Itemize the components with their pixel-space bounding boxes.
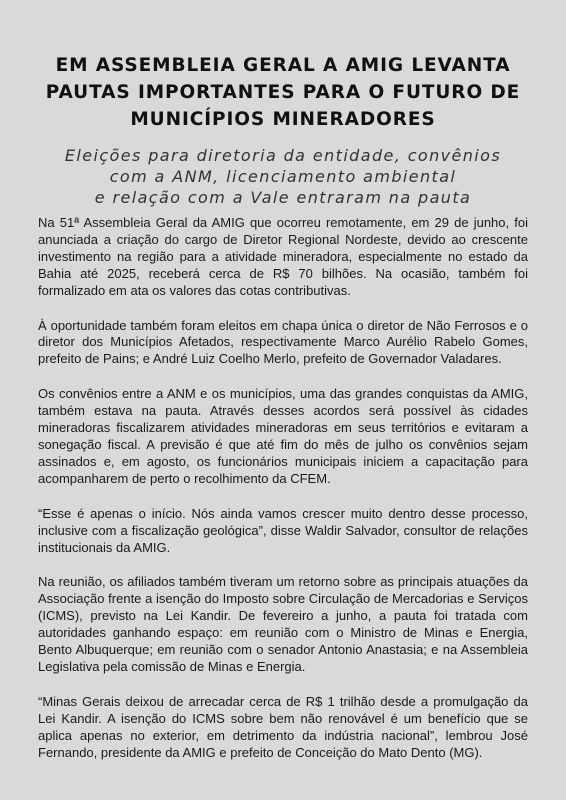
article-headline: EM ASSEMBLEIA GERAL A AMIG LEVANTA PAUTAS IMPORTANTES PARA O FUTURO DE MUNICÍPIOS MINERADORES xyxy=(45,55,521,130)
subheadline-line: e relação com a Vale entraram na pauta xyxy=(94,188,472,207)
article-paragraph: “Minas Gerais deixou de arrecadar cerca de R$ 1 trilhão desde a promulgação da Lei Kandir. A isenção do ICMS sobre bem não renovável é um benefício que se aplica apenas no exterior, em detrimento da indústria nacional”, lembrou José Fernando, presidente da AMIG e prefeito de Conceição do Mato Dento (MG). xyxy=(38,693,528,760)
subheadline-line: com a ANM, licenciamento ambiental xyxy=(109,167,457,186)
article-paragraph: Os convênios entre a ANM e os municípios, uma das grandes conquistas da AMIG, também estava na pauta. Através desses acordos será possível às cidades mineradoras fiscalizarem atividades mineradoras em seus territórios e evitaram a sonegação fiscal. A previsão é que até fim do mês de julho os convênios sejam assinados e, em agosto, os funcionários municipais iniciem a capacitação para acompanharem de perto o recolhimento da CFEM. xyxy=(38,386,528,486)
article-paragraph: “Esse é apenas o início. Nós ainda vamos crescer muito dentro desse processo, inclusive com a fiscalização geológica”, disse Waldir Salvador, consultor de relações institucionais da AMIG. xyxy=(38,505,528,555)
article-paragraph: À oportunidade também foram eleitos em chapa única o diretor de Não Ferrosos e o diretor dos Municípios Afetados, respectivamente Marco Aurélio Rabelo Gomes, prefeito de Pains; e André Luiz Coelho Merlo, prefeito de Governador Valadares. xyxy=(38,317,528,367)
article-subheadline xyxy=(38,145,528,208)
subheadline-line: Eleições para diretoria da entidade, convênios xyxy=(64,146,502,165)
article-body xyxy=(38,215,528,761)
article-paragraph: Na reunião, os afiliados também tiveram um retorno sobre as principais atuações da Associação frente a isenção do Imposto sobre Circulação de Mercadorias e Serviços (ICMS), previsto na Lei Kandir. De fevereiro a junho, a pauta foi tratada com autoridades ganhando espaço: em reunião com o Ministro de Minas e Energia, Bento Albuquerque; em reunião com o senador Antonio Anastasia; e na Assembleia Legislativa pela comissão de Minas e Energia. xyxy=(38,574,528,674)
article-paragraph: Na 51ª Assembleia Geral da AMIG que ocorreu remotamente, em 29 de junho, foi anunciada a criação do cargo de Diretor Regional Nordeste, devido ao crescente investimento na região para a atividade mineradora, especialmente no estado da Bahia até 2025, receberá cerca de R$ 70 bilhões. Na ocasião, também foi formalizado em ata os valores das cotas contributivas. xyxy=(38,215,528,298)
